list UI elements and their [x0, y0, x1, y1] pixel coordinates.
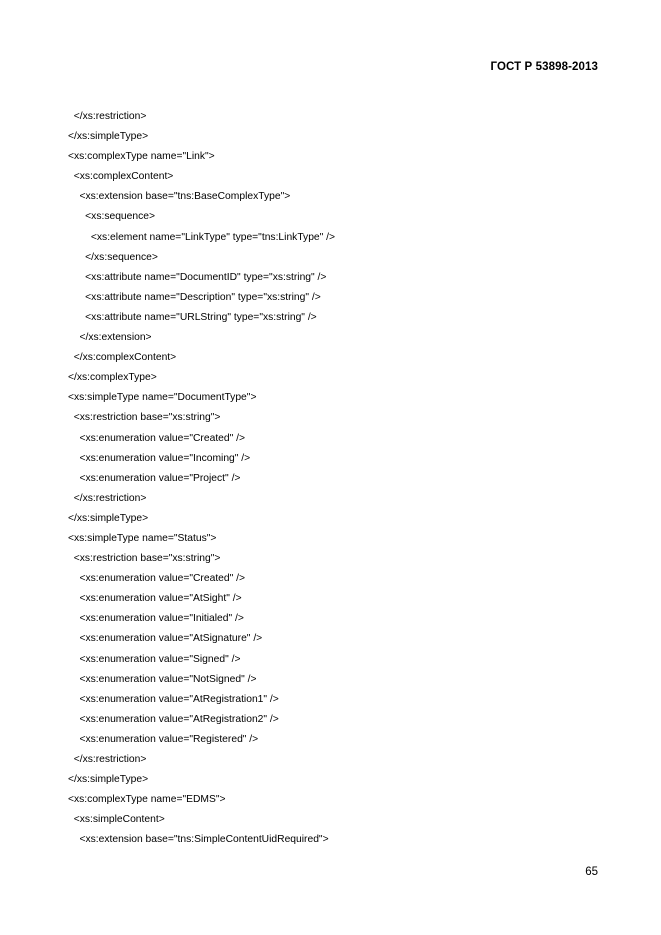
xml-schema-code-block [68, 111, 621, 854]
code-line: </xs:complexType> [68, 372, 157, 384]
code-line: </xs:complexContent> [68, 352, 177, 364]
code-line: </xs:simpleType> [68, 512, 149, 524]
code-line: <xs:complexContent> [68, 171, 174, 183]
code-line: </xs:restriction> [68, 754, 147, 765]
code-line: <xs:extension base="tns:BaseComplexType"> [68, 191, 291, 203]
code-line: <xs:enumeration value="Registered" /> [68, 733, 259, 745]
code-line: <xs:attribute name="Description" type="xs:string" /> [68, 291, 321, 303]
code-line: <xs:enumeration value="Initialed" /> [68, 613, 244, 625]
code-line: </xs:simpleType> [68, 774, 149, 786]
code-line: </xs:simpleType> [68, 131, 149, 143]
code-line: </xs:restriction> [68, 492, 147, 504]
code-line: <xs:restriction base="xs:string"> [68, 553, 221, 565]
code-line: <xs:simpleContent> [68, 814, 165, 826]
code-line: <xs:enumeration value="AtSignature" /> [68, 633, 263, 645]
code-line: <xs:attribute name="URLString" type="xs:string" /> [68, 311, 317, 323]
code-line: </xs:sequence> [68, 251, 158, 263]
code-line: <xs:simpleType name="Status"> [68, 532, 217, 544]
code-line: <xs:enumeration value="AtRegistration1" /> [68, 693, 279, 705]
code-line: <xs:attribute name="DocumentID" type="xs:string" /> [68, 271, 327, 283]
code-line: <xs:enumeration value="Signed" /> [68, 653, 241, 665]
code-line: <xs:enumeration value="Created" /> [68, 432, 246, 444]
code-line: <xs:complexType name="EDMS"> [68, 794, 226, 806]
code-line: <xs:enumeration value="Incoming" /> [68, 452, 251, 464]
code-line: <xs:enumeration value="Created" /> [68, 573, 246, 585]
code-line: <xs:complexType name="Link"> [68, 151, 215, 163]
code-line: <xs:enumeration value="NotSigned" /> [68, 673, 257, 685]
code-line: <xs:enumeration value="Project" /> [68, 472, 241, 484]
code-line: </xs:restriction> [68, 111, 147, 122]
code-line: <xs:extension base="tns:SimpleContentUidRequired"> [68, 834, 329, 846]
code-line: <xs:element name="LinkType" type="tns:LinkType" /> [68, 231, 336, 243]
code-line: <xs:sequence> [68, 211, 156, 223]
standard-code-header: ГОСТ Р 53898-2013 [490, 61, 598, 73]
code-line: <xs:enumeration value="AtRegistration2" /> [68, 713, 279, 725]
code-line: <xs:simpleType name="DocumentType"> [68, 392, 257, 404]
page-number: 65 [585, 866, 598, 878]
code-line: </xs:extension> [68, 332, 152, 344]
code-line: <xs:enumeration value="AtSight" /> [68, 593, 242, 605]
code-line: <xs:restriction base="xs:string"> [68, 412, 221, 424]
